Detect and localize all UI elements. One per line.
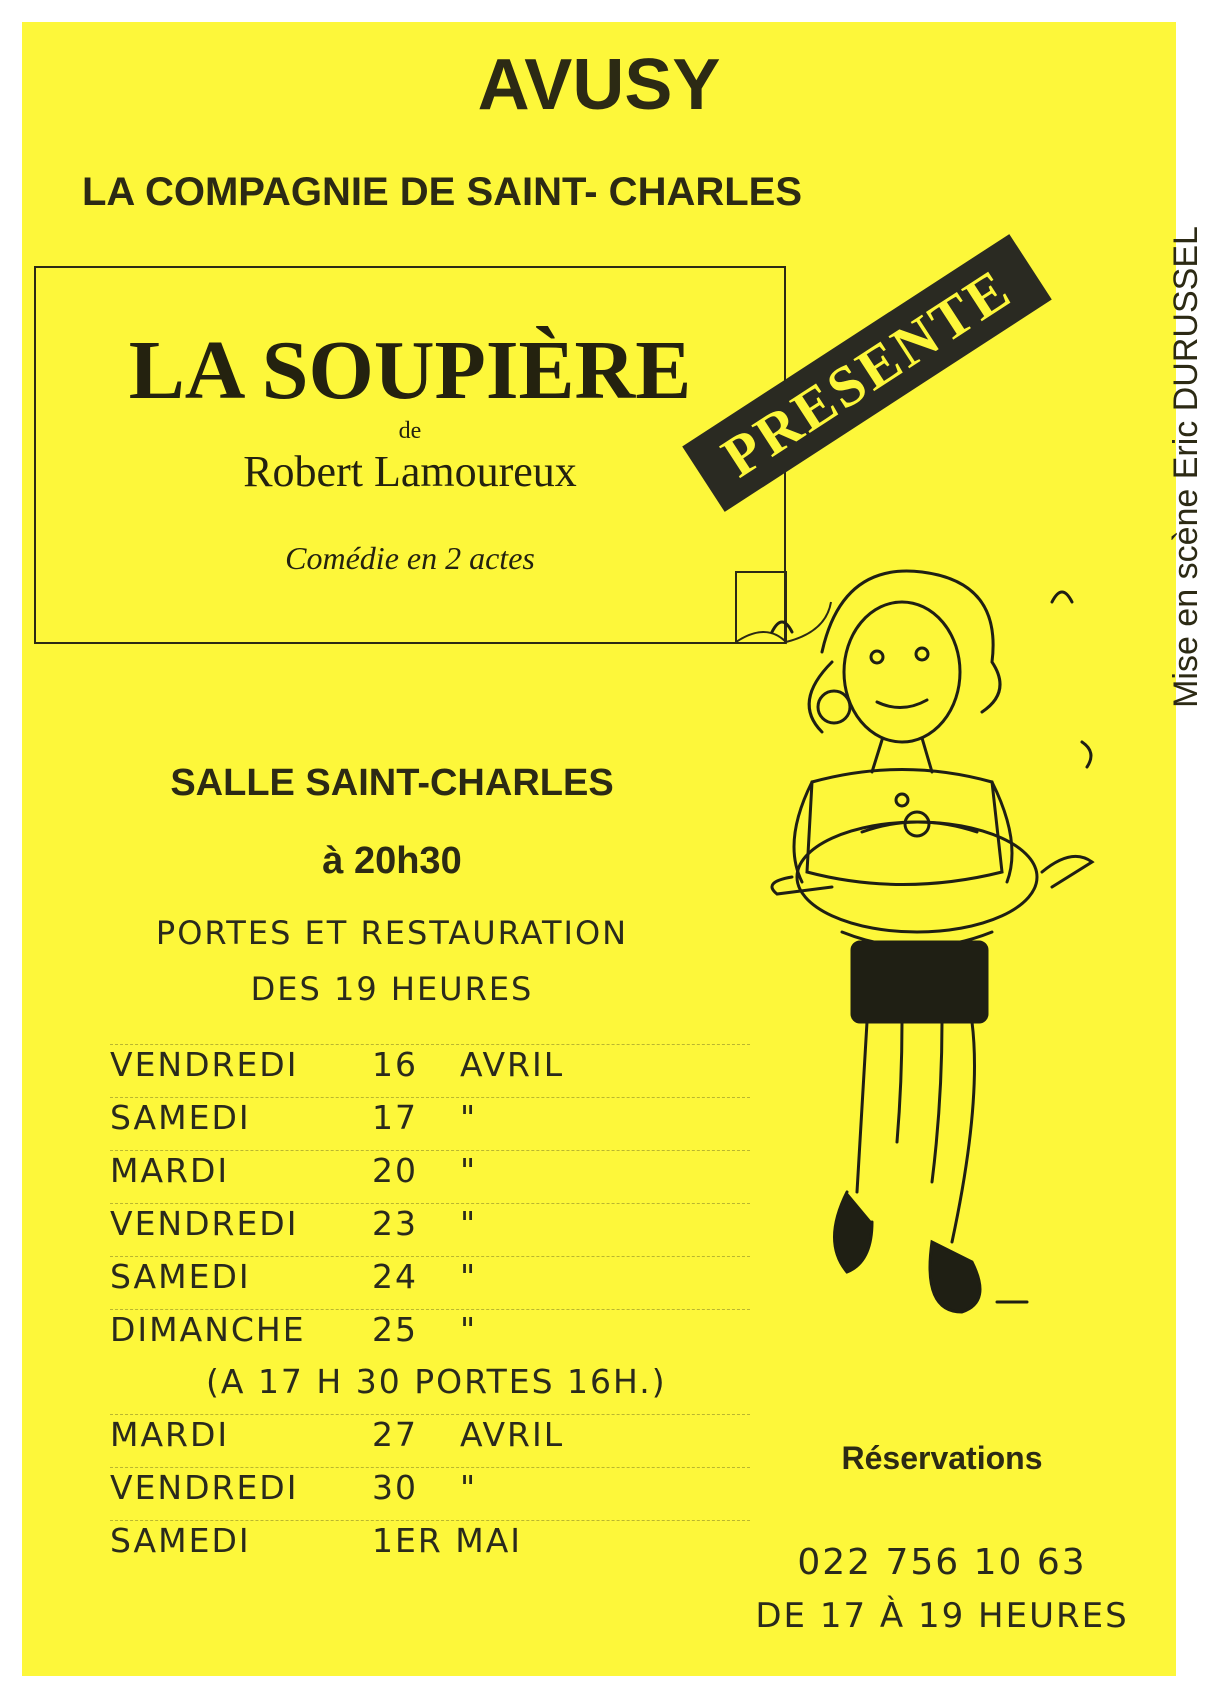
date-row	[110, 1414, 750, 1467]
date-row	[110, 1520, 750, 1573]
date-day: VENDREDI	[110, 1204, 299, 1243]
date-row	[110, 1150, 750, 1203]
date-number: 30	[372, 1468, 418, 1507]
date-row	[110, 1467, 750, 1520]
date-number: 20	[372, 1151, 418, 1190]
reservations-label: Réservations	[841, 1440, 1043, 1476]
date-number: 16	[372, 1045, 418, 1084]
author-name: Robert Lamoureux	[243, 447, 577, 496]
date-day: SAMEDI	[110, 1257, 251, 1296]
date-day: MARDI	[110, 1151, 230, 1190]
date-number: 25	[372, 1310, 418, 1349]
date-day: SAMEDI	[110, 1521, 251, 1560]
date-day: DIMANCHE	[110, 1310, 306, 1349]
performance-dates	[110, 1044, 750, 1573]
doors-line-1: PORTES ET RESTAURATION	[155, 914, 629, 952]
by-word: de	[398, 418, 422, 444]
reservation-hours: DE 17 À 19 HEURES	[755, 1596, 1129, 1636]
date-row	[110, 1203, 750, 1256]
woman-with-tureen-illustration	[752, 542, 1122, 1442]
play-title: LA SOUPIÈRE	[128, 324, 692, 417]
date-number: 27	[372, 1415, 418, 1454]
date-row	[110, 1256, 750, 1309]
company-name: LA COMPAGNIE DE SAINT- CHARLES	[82, 170, 803, 214]
play-genre: Comédie en 2 actes	[285, 540, 535, 576]
date-number: 23	[372, 1204, 418, 1243]
date-row	[110, 1309, 750, 1362]
date-month: "	[460, 1468, 478, 1507]
date-row	[110, 1097, 750, 1150]
date-number: 17	[372, 1098, 418, 1137]
date-month: "	[460, 1310, 478, 1349]
director-credit: Mise en scène Eric DURUSSEL	[1167, 226, 1205, 708]
date-month: AVRIL	[460, 1415, 565, 1454]
date-month: "	[460, 1204, 478, 1243]
date-number: 24	[372, 1257, 418, 1296]
town-name: AVUSY	[477, 45, 721, 125]
date-row	[110, 1044, 750, 1097]
date-day: VENDREDI	[110, 1045, 299, 1084]
sunday-note	[110, 1362, 750, 1414]
date-day: SAMEDI	[110, 1098, 251, 1137]
date-month: AVRIL	[460, 1045, 565, 1084]
date-day: MARDI	[110, 1415, 230, 1454]
doors-line-2: DES 19 HEURES	[250, 970, 534, 1008]
date-month: "	[460, 1151, 478, 1190]
show-time: à 20h30	[322, 840, 462, 882]
date-day: VENDREDI	[110, 1468, 299, 1507]
presente-stamp-text: PRESENTE	[710, 255, 1023, 490]
poster-sheet	[22, 22, 1205, 1676]
date-number: 1ER MAI	[372, 1521, 523, 1560]
reservation-phone: 022 756 10 63	[797, 1542, 1087, 1583]
date-month: "	[460, 1098, 478, 1137]
venue-name: SALLE SAINT-CHARLES	[170, 762, 614, 804]
sunday-note-text: (A 17 H 30 PORTES 16H.)	[206, 1362, 667, 1401]
date-month: "	[460, 1257, 478, 1296]
